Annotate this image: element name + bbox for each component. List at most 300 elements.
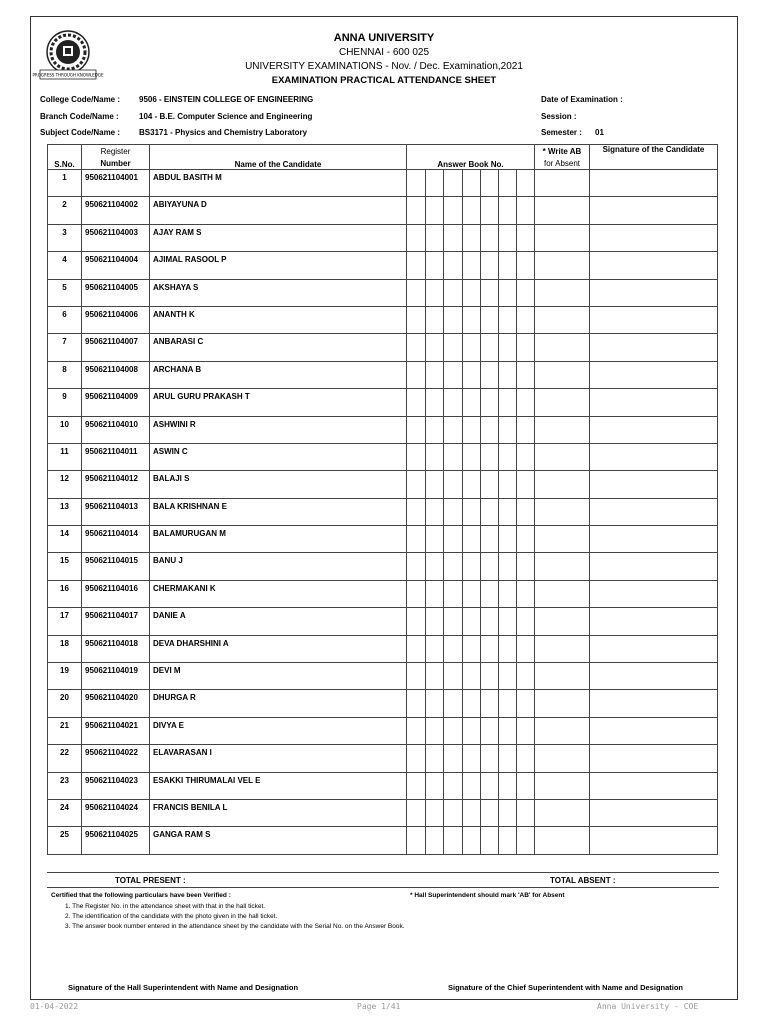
answer-book-digit-cell[interactable] — [517, 443, 535, 470]
table-row — [48, 635, 718, 662]
answer-book-digit-cell[interactable] — [426, 389, 444, 416]
candidate-signature-cell[interactable] — [590, 553, 718, 580]
answer-book-digit-cell[interactable] — [481, 224, 499, 251]
row-register-number: 950621104002 — [82, 197, 150, 224]
absent-mark-cell[interactable] — [535, 306, 590, 333]
answer-book-digit-cell[interactable] — [517, 279, 535, 306]
absent-mark-cell[interactable] — [535, 334, 590, 361]
sheet-title: EXAMINATION PRACTICAL ATTENDANCE SHEET — [271, 75, 497, 86]
absent-mark-cell[interactable] — [535, 772, 590, 799]
table-header-row — [48, 145, 718, 158]
answer-book-digit-cell[interactable] — [426, 334, 444, 361]
attendance-table — [47, 144, 718, 855]
answer-book-digit-cell[interactable] — [407, 197, 426, 224]
answer-book-digit-cell[interactable] — [444, 252, 463, 279]
row-candidate-name: BANU J — [150, 553, 407, 580]
answer-book-digit-cell[interactable] — [444, 717, 463, 744]
candidate-signature-cell[interactable] — [590, 334, 718, 361]
answer-book-digit-cell[interactable] — [463, 334, 481, 361]
answer-book-digit-cell[interactable] — [407, 526, 426, 553]
answer-book-digit-cell[interactable] — [407, 745, 426, 772]
answer-book-digit-cell[interactable] — [426, 416, 444, 443]
university-name: ANNA UNIVERSITY — [333, 32, 435, 44]
session-label: Session : — [541, 112, 577, 121]
answer-book-digit-cell[interactable] — [499, 553, 517, 580]
absent-mark-cell[interactable] — [535, 663, 590, 690]
answer-book-digit-cell[interactable] — [407, 170, 426, 197]
answer-book-digit-cell[interactable] — [426, 663, 444, 690]
absent-mark-cell[interactable] — [535, 717, 590, 744]
row-sno: 23 — [48, 772, 82, 799]
row-candidate-name: ARUL GURU PRAKASH T — [150, 389, 407, 416]
answer-book-digit-cell[interactable] — [481, 635, 499, 662]
answer-book-digit-cell[interactable] — [463, 389, 481, 416]
totals-bar — [47, 872, 719, 888]
answer-book-digit-cell[interactable] — [517, 526, 535, 553]
answer-book-digit-cell[interactable] — [481, 553, 499, 580]
answer-book-digit-cell[interactable] — [407, 279, 426, 306]
answer-book-digit-cell[interactable] — [499, 279, 517, 306]
table-row — [48, 306, 718, 333]
answer-book-digit-cell[interactable] — [426, 361, 444, 388]
answer-book-digit-cell[interactable] — [481, 443, 499, 470]
answer-book-digit-cell[interactable] — [463, 361, 481, 388]
candidate-signature-cell[interactable] — [590, 526, 718, 553]
absent-mark-cell[interactable] — [535, 553, 590, 580]
answer-book-digit-cell[interactable] — [481, 717, 499, 744]
certification-item-2: 2. The identification of the candidate with the photo given in the hall ticket. — [65, 913, 278, 920]
answer-book-digit-cell[interactable] — [407, 663, 426, 690]
answer-book-digit-cell[interactable] — [444, 745, 463, 772]
answer-book-digit-cell[interactable] — [463, 745, 481, 772]
answer-book-digit-cell[interactable] — [407, 471, 426, 498]
footer-organization: Anna University - COE — [597, 1002, 699, 1011]
answer-book-digit-cell[interactable] — [463, 471, 481, 498]
answer-book-digit-cell[interactable] — [426, 279, 444, 306]
answer-book-digit-cell[interactable] — [407, 224, 426, 251]
answer-book-digit-cell[interactable] — [463, 690, 481, 717]
answer-book-digit-cell[interactable] — [481, 827, 499, 854]
table-row — [48, 170, 718, 197]
answer-book-digit-cell[interactable] — [444, 334, 463, 361]
candidate-signature-cell[interactable] — [590, 224, 718, 251]
row-register-number: 950621104010 — [82, 416, 150, 443]
row-sno: 18 — [48, 635, 82, 662]
row-candidate-name: CHERMAKANI K — [150, 580, 407, 607]
answer-book-digit-cell[interactable] — [426, 772, 444, 799]
answer-book-digit-cell[interactable] — [463, 252, 481, 279]
answer-book-digit-cell[interactable] — [499, 663, 517, 690]
semester-value: 01 — [595, 128, 604, 137]
table-row — [48, 334, 718, 361]
answer-book-digit-cell[interactable] — [407, 553, 426, 580]
answer-book-digit-cell[interactable] — [444, 608, 463, 635]
candidate-signature-cell[interactable] — [590, 416, 718, 443]
total-absent-label: TOTAL ABSENT : — [550, 876, 616, 885]
answer-book-digit-cell[interactable] — [426, 498, 444, 525]
answer-book-digit-cell[interactable] — [499, 827, 517, 854]
answer-book-digit-cell[interactable] — [426, 443, 444, 470]
answer-book-digit-cell[interactable] — [444, 690, 463, 717]
answer-book-digit-cell[interactable] — [481, 334, 499, 361]
answer-book-digit-cell[interactable] — [499, 690, 517, 717]
answer-book-digit-cell[interactable] — [426, 635, 444, 662]
certification-item-1: 1. The Register No. in the attendance sheet with that in the hall ticket. — [65, 903, 266, 910]
answer-book-digit-cell[interactable] — [426, 827, 444, 854]
answer-book-digit-cell[interactable] — [426, 197, 444, 224]
answer-book-digit-cell[interactable] — [517, 389, 535, 416]
answer-book-digit-cell[interactable] — [517, 252, 535, 279]
absent-mark-cell[interactable] — [535, 197, 590, 224]
answer-book-digit-cell[interactable] — [517, 635, 535, 662]
answer-book-digit-cell[interactable] — [444, 471, 463, 498]
absent-mark-cell[interactable] — [535, 799, 590, 826]
table-row — [48, 745, 718, 772]
absent-mark-cell[interactable] — [535, 279, 590, 306]
answer-book-digit-cell[interactable] — [499, 306, 517, 333]
answer-book-digit-cell[interactable] — [517, 334, 535, 361]
branch-label: Branch Code/Name : — [40, 112, 119, 121]
answer-book-digit-cell[interactable] — [481, 306, 499, 333]
answer-book-digit-cell[interactable] — [407, 443, 426, 470]
answer-book-digit-cell[interactable] — [499, 635, 517, 662]
candidate-signature-cell[interactable] — [590, 197, 718, 224]
answer-book-digit-cell[interactable] — [426, 306, 444, 333]
row-sno: 20 — [48, 690, 82, 717]
answer-book-digit-cell[interactable] — [426, 717, 444, 744]
candidate-signature-cell[interactable] — [590, 580, 718, 607]
answer-book-digit-cell[interactable] — [444, 799, 463, 826]
row-sno: 6 — [48, 306, 82, 333]
answer-book-digit-cell[interactable] — [463, 608, 481, 635]
answer-book-digit-cell[interactable] — [517, 224, 535, 251]
absent-mark-cell[interactable] — [535, 471, 590, 498]
answer-book-digit-cell[interactable] — [499, 498, 517, 525]
answer-book-digit-cell[interactable] — [444, 498, 463, 525]
answer-book-digit-cell[interactable] — [499, 471, 517, 498]
candidate-signature-cell[interactable] — [590, 389, 718, 416]
absent-mark-cell[interactable] — [535, 389, 590, 416]
answer-book-digit-cell[interactable] — [517, 498, 535, 525]
row-register-number: 950621104021 — [82, 717, 150, 744]
answer-book-digit-cell[interactable] — [463, 580, 481, 607]
answer-book-digit-cell[interactable] — [499, 334, 517, 361]
candidate-signature-cell[interactable] — [590, 635, 718, 662]
answer-book-digit-cell[interactable] — [407, 608, 426, 635]
row-candidate-name: FRANCIS BENILA L — [150, 799, 407, 826]
answer-book-digit-cell[interactable] — [517, 471, 535, 498]
row-candidate-name: BALAJI S — [150, 471, 407, 498]
row-register-number: 950621104022 — [82, 745, 150, 772]
answer-book-digit-cell[interactable] — [481, 663, 499, 690]
row-candidate-name: GANGA RAM S — [150, 827, 407, 854]
row-register-number: 950621104008 — [82, 361, 150, 388]
answer-book-digit-cell[interactable] — [426, 224, 444, 251]
answer-book-digit-cell[interactable] — [407, 690, 426, 717]
absent-mark-cell[interactable] — [535, 608, 590, 635]
table-row — [48, 580, 718, 607]
answer-book-digit-cell[interactable] — [499, 526, 517, 553]
answer-book-digit-cell[interactable] — [517, 799, 535, 826]
candidate-signature-cell[interactable] — [590, 827, 718, 854]
answer-book-digit-cell[interactable] — [481, 772, 499, 799]
answer-book-digit-cell[interactable] — [517, 827, 535, 854]
answer-book-digit-cell[interactable] — [407, 361, 426, 388]
answer-book-digit-cell[interactable] — [517, 608, 535, 635]
candidate-signature-cell[interactable] — [590, 690, 718, 717]
answer-book-digit-cell[interactable] — [444, 526, 463, 553]
absent-mark-cell[interactable] — [535, 170, 590, 197]
date-label: Date of Examination : — [541, 95, 623, 104]
candidate-signature-cell[interactable] — [590, 361, 718, 388]
answer-book-digit-cell[interactable] — [517, 361, 535, 388]
answer-book-digit-cell[interactable] — [444, 197, 463, 224]
row-sno: 8 — [48, 361, 82, 388]
answer-book-digit-cell[interactable] — [426, 526, 444, 553]
answer-book-digit-cell[interactable] — [517, 717, 535, 744]
absent-mark-cell[interactable] — [535, 526, 590, 553]
answer-book-digit-cell[interactable] — [481, 197, 499, 224]
answer-book-digit-cell[interactable] — [463, 279, 481, 306]
footer-page-number: Page 1/41 — [357, 1002, 401, 1011]
answer-book-digit-cell[interactable] — [426, 799, 444, 826]
answer-book-digit-cell[interactable] — [481, 799, 499, 826]
table-row — [48, 443, 718, 470]
answer-book-digit-cell[interactable] — [407, 772, 426, 799]
answer-book-digit-cell[interactable] — [407, 498, 426, 525]
answer-book-digit-cell[interactable] — [407, 306, 426, 333]
answer-book-digit-cell[interactable] — [463, 416, 481, 443]
row-candidate-name: ESAKKI THIRUMALAI VEL E — [150, 772, 407, 799]
row-sno: 1 — [48, 170, 82, 197]
candidate-signature-cell[interactable] — [590, 170, 718, 197]
answer-book-digit-cell[interactable] — [407, 717, 426, 744]
answer-book-digit-cell[interactable] — [499, 799, 517, 826]
answer-book-digit-cell[interactable] — [407, 799, 426, 826]
answer-book-digit-cell[interactable] — [517, 197, 535, 224]
answer-book-digit-cell[interactable] — [499, 608, 517, 635]
absent-mark-cell[interactable] — [535, 443, 590, 470]
candidate-signature-cell[interactable] — [590, 608, 718, 635]
answer-book-digit-cell[interactable] — [444, 389, 463, 416]
table-row — [48, 279, 718, 306]
row-register-number: 950621104007 — [82, 334, 150, 361]
answer-book-digit-cell[interactable] — [463, 799, 481, 826]
total-present-label: TOTAL PRESENT : — [115, 876, 186, 885]
row-register-number: 950621104006 — [82, 306, 150, 333]
answer-book-digit-cell[interactable] — [499, 580, 517, 607]
row-register-number: 950621104018 — [82, 635, 150, 662]
answer-book-digit-cell[interactable] — [463, 526, 481, 553]
answer-book-digit-cell[interactable] — [463, 224, 481, 251]
row-register-number: 950621104005 — [82, 279, 150, 306]
answer-book-digit-cell[interactable] — [426, 471, 444, 498]
answer-book-digit-cell[interactable] — [463, 170, 481, 197]
answer-book-digit-cell[interactable] — [517, 170, 535, 197]
absent-mark-cell[interactable] — [535, 827, 590, 854]
answer-book-digit-cell[interactable] — [444, 416, 463, 443]
answer-book-digit-cell[interactable] — [481, 416, 499, 443]
answer-book-digit-cell[interactable] — [517, 690, 535, 717]
answer-book-digit-cell[interactable] — [499, 745, 517, 772]
answer-book-digit-cell[interactable] — [499, 772, 517, 799]
subject-value: BS3171 - Physics and Chemistry Laboratory — [139, 128, 308, 137]
answer-book-digit-cell[interactable] — [481, 389, 499, 416]
answer-book-digit-cell[interactable] — [463, 498, 481, 525]
answer-book-digit-cell[interactable] — [499, 416, 517, 443]
absent-mark-cell[interactable] — [535, 580, 590, 607]
answer-book-digit-cell[interactable] — [463, 827, 481, 854]
answer-book-digit-cell[interactable] — [463, 443, 481, 470]
row-sno: 12 — [48, 471, 82, 498]
answer-book-digit-cell[interactable] — [517, 580, 535, 607]
answer-book-digit-cell[interactable] — [481, 361, 499, 388]
answer-book-digit-cell[interactable] — [481, 252, 499, 279]
answer-book-digit-cell[interactable] — [517, 553, 535, 580]
absent-mark-cell[interactable] — [535, 498, 590, 525]
absent-mark-cell[interactable] — [535, 416, 590, 443]
answer-book-digit-cell[interactable] — [444, 224, 463, 251]
absent-mark-cell[interactable] — [535, 745, 590, 772]
row-register-number: 950621104011 — [82, 443, 150, 470]
answer-book-digit-cell[interactable] — [407, 416, 426, 443]
row-register-number: 950621104024 — [82, 799, 150, 826]
answer-book-digit-cell[interactable] — [499, 717, 517, 744]
answer-book-digit-cell[interactable] — [444, 443, 463, 470]
candidate-signature-cell[interactable] — [590, 663, 718, 690]
candidate-signature-cell[interactable] — [590, 279, 718, 306]
answer-book-digit-cell[interactable] — [499, 197, 517, 224]
absent-mark-cell[interactable] — [535, 361, 590, 388]
answer-book-digit-cell[interactable] — [444, 306, 463, 333]
answer-book-digit-cell[interactable] — [463, 717, 481, 744]
answer-book-digit-cell[interactable] — [481, 170, 499, 197]
answer-book-digit-cell[interactable] — [517, 745, 535, 772]
row-candidate-name: ABIYAYUNA D — [150, 197, 407, 224]
table-row — [48, 224, 718, 251]
row-candidate-name: BALAMURUGAN M — [150, 526, 407, 553]
answer-book-digit-cell[interactable] — [444, 361, 463, 388]
answer-book-digit-cell[interactable] — [426, 608, 444, 635]
answer-book-digit-cell[interactable] — [481, 608, 499, 635]
row-sno: 14 — [48, 526, 82, 553]
table-row — [48, 471, 718, 498]
absent-note: * Hall Superintendent should mark 'AB' for Absent — [410, 892, 565, 899]
answer-book-digit-cell[interactable] — [463, 772, 481, 799]
answer-book-digit-cell[interactable] — [499, 443, 517, 470]
absent-mark-cell[interactable] — [535, 635, 590, 662]
candidate-signature-cell[interactable] — [590, 252, 718, 279]
candidate-signature-cell[interactable] — [590, 443, 718, 470]
absent-mark-cell[interactable] — [535, 690, 590, 717]
candidate-signature-cell[interactable] — [590, 745, 718, 772]
answer-book-digit-cell[interactable] — [426, 745, 444, 772]
answer-book-digit-cell[interactable] — [444, 772, 463, 799]
row-sno: 4 — [48, 252, 82, 279]
answer-book-digit-cell[interactable] — [444, 827, 463, 854]
row-sno: 25 — [48, 827, 82, 854]
absent-mark-cell[interactable] — [535, 224, 590, 251]
answer-book-digit-cell[interactable] — [517, 306, 535, 333]
row-sno: 7 — [48, 334, 82, 361]
answer-book-digit-cell[interactable] — [463, 635, 481, 662]
answer-book-digit-cell[interactable] — [517, 416, 535, 443]
answer-book-digit-cell[interactable] — [463, 553, 481, 580]
table-row — [48, 252, 718, 279]
candidate-signature-cell[interactable] — [590, 772, 718, 799]
row-candidate-name: DIVYA E — [150, 717, 407, 744]
answer-book-digit-cell[interactable] — [499, 252, 517, 279]
answer-book-digit-cell[interactable] — [444, 553, 463, 580]
answer-book-digit-cell[interactable] — [517, 663, 535, 690]
answer-book-digit-cell[interactable] — [426, 580, 444, 607]
answer-book-digit-cell[interactable] — [426, 170, 444, 197]
answer-book-digit-cell[interactable] — [444, 170, 463, 197]
exam-session: UNIVERSITY EXAMINATIONS - Nov. / Dec. Examination,2021 — [245, 61, 523, 72]
answer-book-digit-cell[interactable] — [481, 526, 499, 553]
answer-book-digit-cell[interactable] — [481, 690, 499, 717]
answer-book-digit-cell[interactable] — [463, 306, 481, 333]
answer-book-digit-cell[interactable] — [407, 334, 426, 361]
answer-book-digit-cell[interactable] — [444, 580, 463, 607]
answer-book-digit-cell[interactable] — [444, 279, 463, 306]
row-register-number: 950621104004 — [82, 252, 150, 279]
candidate-signature-cell[interactable] — [590, 306, 718, 333]
answer-book-digit-cell[interactable] — [463, 663, 481, 690]
answer-book-digit-cell[interactable] — [407, 252, 426, 279]
answer-book-digit-cell[interactable] — [481, 279, 499, 306]
row-candidate-name: DHURGA R — [150, 690, 407, 717]
row-sno: 5 — [48, 279, 82, 306]
row-candidate-name: ABDUL BASITH M — [150, 170, 407, 197]
answer-book-digit-cell[interactable] — [481, 745, 499, 772]
header-sno: S.No. — [48, 145, 82, 170]
answer-book-digit-cell[interactable] — [499, 389, 517, 416]
candidate-signature-cell[interactable] — [590, 717, 718, 744]
answer-book-digit-cell[interactable] — [481, 580, 499, 607]
answer-book-digit-cell[interactable] — [407, 580, 426, 607]
answer-book-digit-cell[interactable] — [463, 197, 481, 224]
answer-book-digit-cell[interactable] — [407, 635, 426, 662]
row-register-number: 950621104012 — [82, 471, 150, 498]
answer-book-digit-cell[interactable] — [426, 690, 444, 717]
answer-book-digit-cell[interactable] — [444, 663, 463, 690]
hall-superintendent-signature: Signature of the Hall Superintendent with Name and Designation — [68, 983, 299, 992]
row-register-number: 950621104014 — [82, 526, 150, 553]
answer-book-digit-cell[interactable] — [481, 471, 499, 498]
answer-book-digit-cell[interactable] — [426, 252, 444, 279]
college-label: College Code/Name : — [40, 95, 121, 104]
answer-book-digit-cell[interactable] — [499, 170, 517, 197]
answer-book-digit-cell[interactable] — [407, 389, 426, 416]
row-candidate-name: AJAY RAM S — [150, 224, 407, 251]
row-register-number: 950621104023 — [82, 772, 150, 799]
answer-book-digit-cell[interactable] — [444, 635, 463, 662]
answer-book-digit-cell[interactable] — [499, 224, 517, 251]
row-candidate-name: ARCHANA B — [150, 361, 407, 388]
answer-book-digit-cell[interactable] — [517, 772, 535, 799]
answer-book-digit-cell[interactable] — [481, 498, 499, 525]
candidate-signature-cell[interactable] — [590, 471, 718, 498]
candidate-signature-cell[interactable] — [590, 498, 718, 525]
answer-book-digit-cell[interactable] — [407, 827, 426, 854]
candidate-signature-cell[interactable] — [590, 799, 718, 826]
answer-book-digit-cell[interactable] — [499, 361, 517, 388]
absent-mark-cell[interactable] — [535, 252, 590, 279]
header-register-2: Number — [82, 157, 150, 170]
answer-book-digit-cell[interactable] — [426, 553, 444, 580]
row-sno: 22 — [48, 745, 82, 772]
